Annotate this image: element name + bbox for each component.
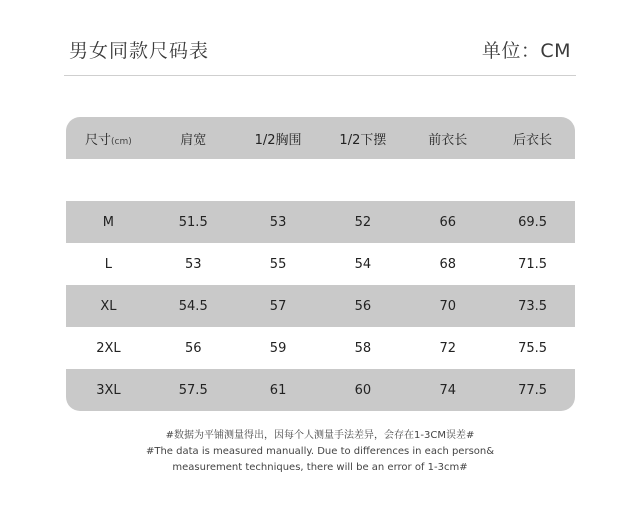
- back-length-cell: 71.5: [518, 256, 548, 272]
- size-cell: L: [104, 256, 113, 272]
- front-length-cell: 68: [439, 256, 456, 272]
- shoulder-cell: 53: [184, 256, 202, 272]
- column-header-size: [66, 129, 151, 148]
- size-cell: 2XL: [96, 340, 121, 356]
- column-header-size-unit: (cm): [111, 136, 132, 147]
- half-hem-cell: 56: [354, 298, 372, 314]
- header-divider: [64, 75, 576, 76]
- note-english-line-1: #The data is measured manually. Due to differences in each person&: [145, 446, 495, 457]
- table-row: [66, 285, 575, 327]
- column-header-half-hem: 1/2下摆: [339, 132, 387, 148]
- half-chest-cell: 55: [269, 256, 287, 272]
- table-header-row: [66, 117, 575, 159]
- column-header-shoulder: 肩宽: [180, 132, 207, 148]
- half-chest-cell: 61: [269, 382, 287, 398]
- column-header-front-length: 前衣长: [428, 132, 468, 148]
- size-cell: 3XL: [96, 382, 121, 398]
- half-chest-cell: 53: [269, 214, 287, 230]
- table-row: [66, 201, 575, 243]
- size-cell: M: [102, 214, 115, 230]
- back-length-cell: 77.5: [518, 382, 548, 398]
- page-header: [69, 34, 571, 64]
- page-title: 男女同款尺码表: [69, 39, 210, 62]
- front-length-cell: 66: [439, 214, 456, 230]
- half-hem-cell: 60: [354, 382, 372, 398]
- half-hem-cell: 54: [354, 256, 372, 272]
- column-header-size-label: 尺寸: [85, 132, 112, 148]
- half-hem-cell: 52: [354, 214, 372, 230]
- table-row: [66, 243, 575, 285]
- measurement-notes: [0, 428, 640, 476]
- shoulder-cell: 56: [184, 340, 202, 356]
- front-length-cell: 74: [439, 382, 456, 398]
- column-header-half-chest: 1/2胸围: [254, 132, 302, 148]
- shoulder-cell: 54.5: [178, 298, 208, 314]
- table-row: [66, 327, 575, 369]
- half-chest-cell: 57: [269, 298, 287, 314]
- front-length-cell: 70: [439, 298, 456, 314]
- note-chinese: #数据为平铺测量得出，因每个人测量手法差异，会存在1-3CM误差#: [165, 430, 475, 441]
- back-length-cell: 69.5: [518, 214, 548, 230]
- size-chart-table: [66, 117, 575, 411]
- back-length-cell: 73.5: [518, 298, 548, 314]
- back-length-cell: 75.5: [518, 340, 548, 356]
- size-cell: XL: [100, 298, 117, 314]
- note-english-line-2: measurement techniques, there will be an error of 1-3cm#: [172, 462, 468, 473]
- column-header-back-length: 后衣长: [513, 132, 553, 148]
- table-row: [66, 369, 575, 411]
- shoulder-cell: 57.5: [178, 382, 208, 398]
- half-chest-cell: 59: [269, 340, 287, 356]
- shoulder-cell: 51.5: [178, 214, 208, 230]
- front-length-cell: 72: [439, 340, 456, 356]
- unit-label: 单位：CM: [481, 39, 571, 62]
- table-spacer-row: [66, 159, 575, 201]
- half-hem-cell: 58: [354, 340, 372, 356]
